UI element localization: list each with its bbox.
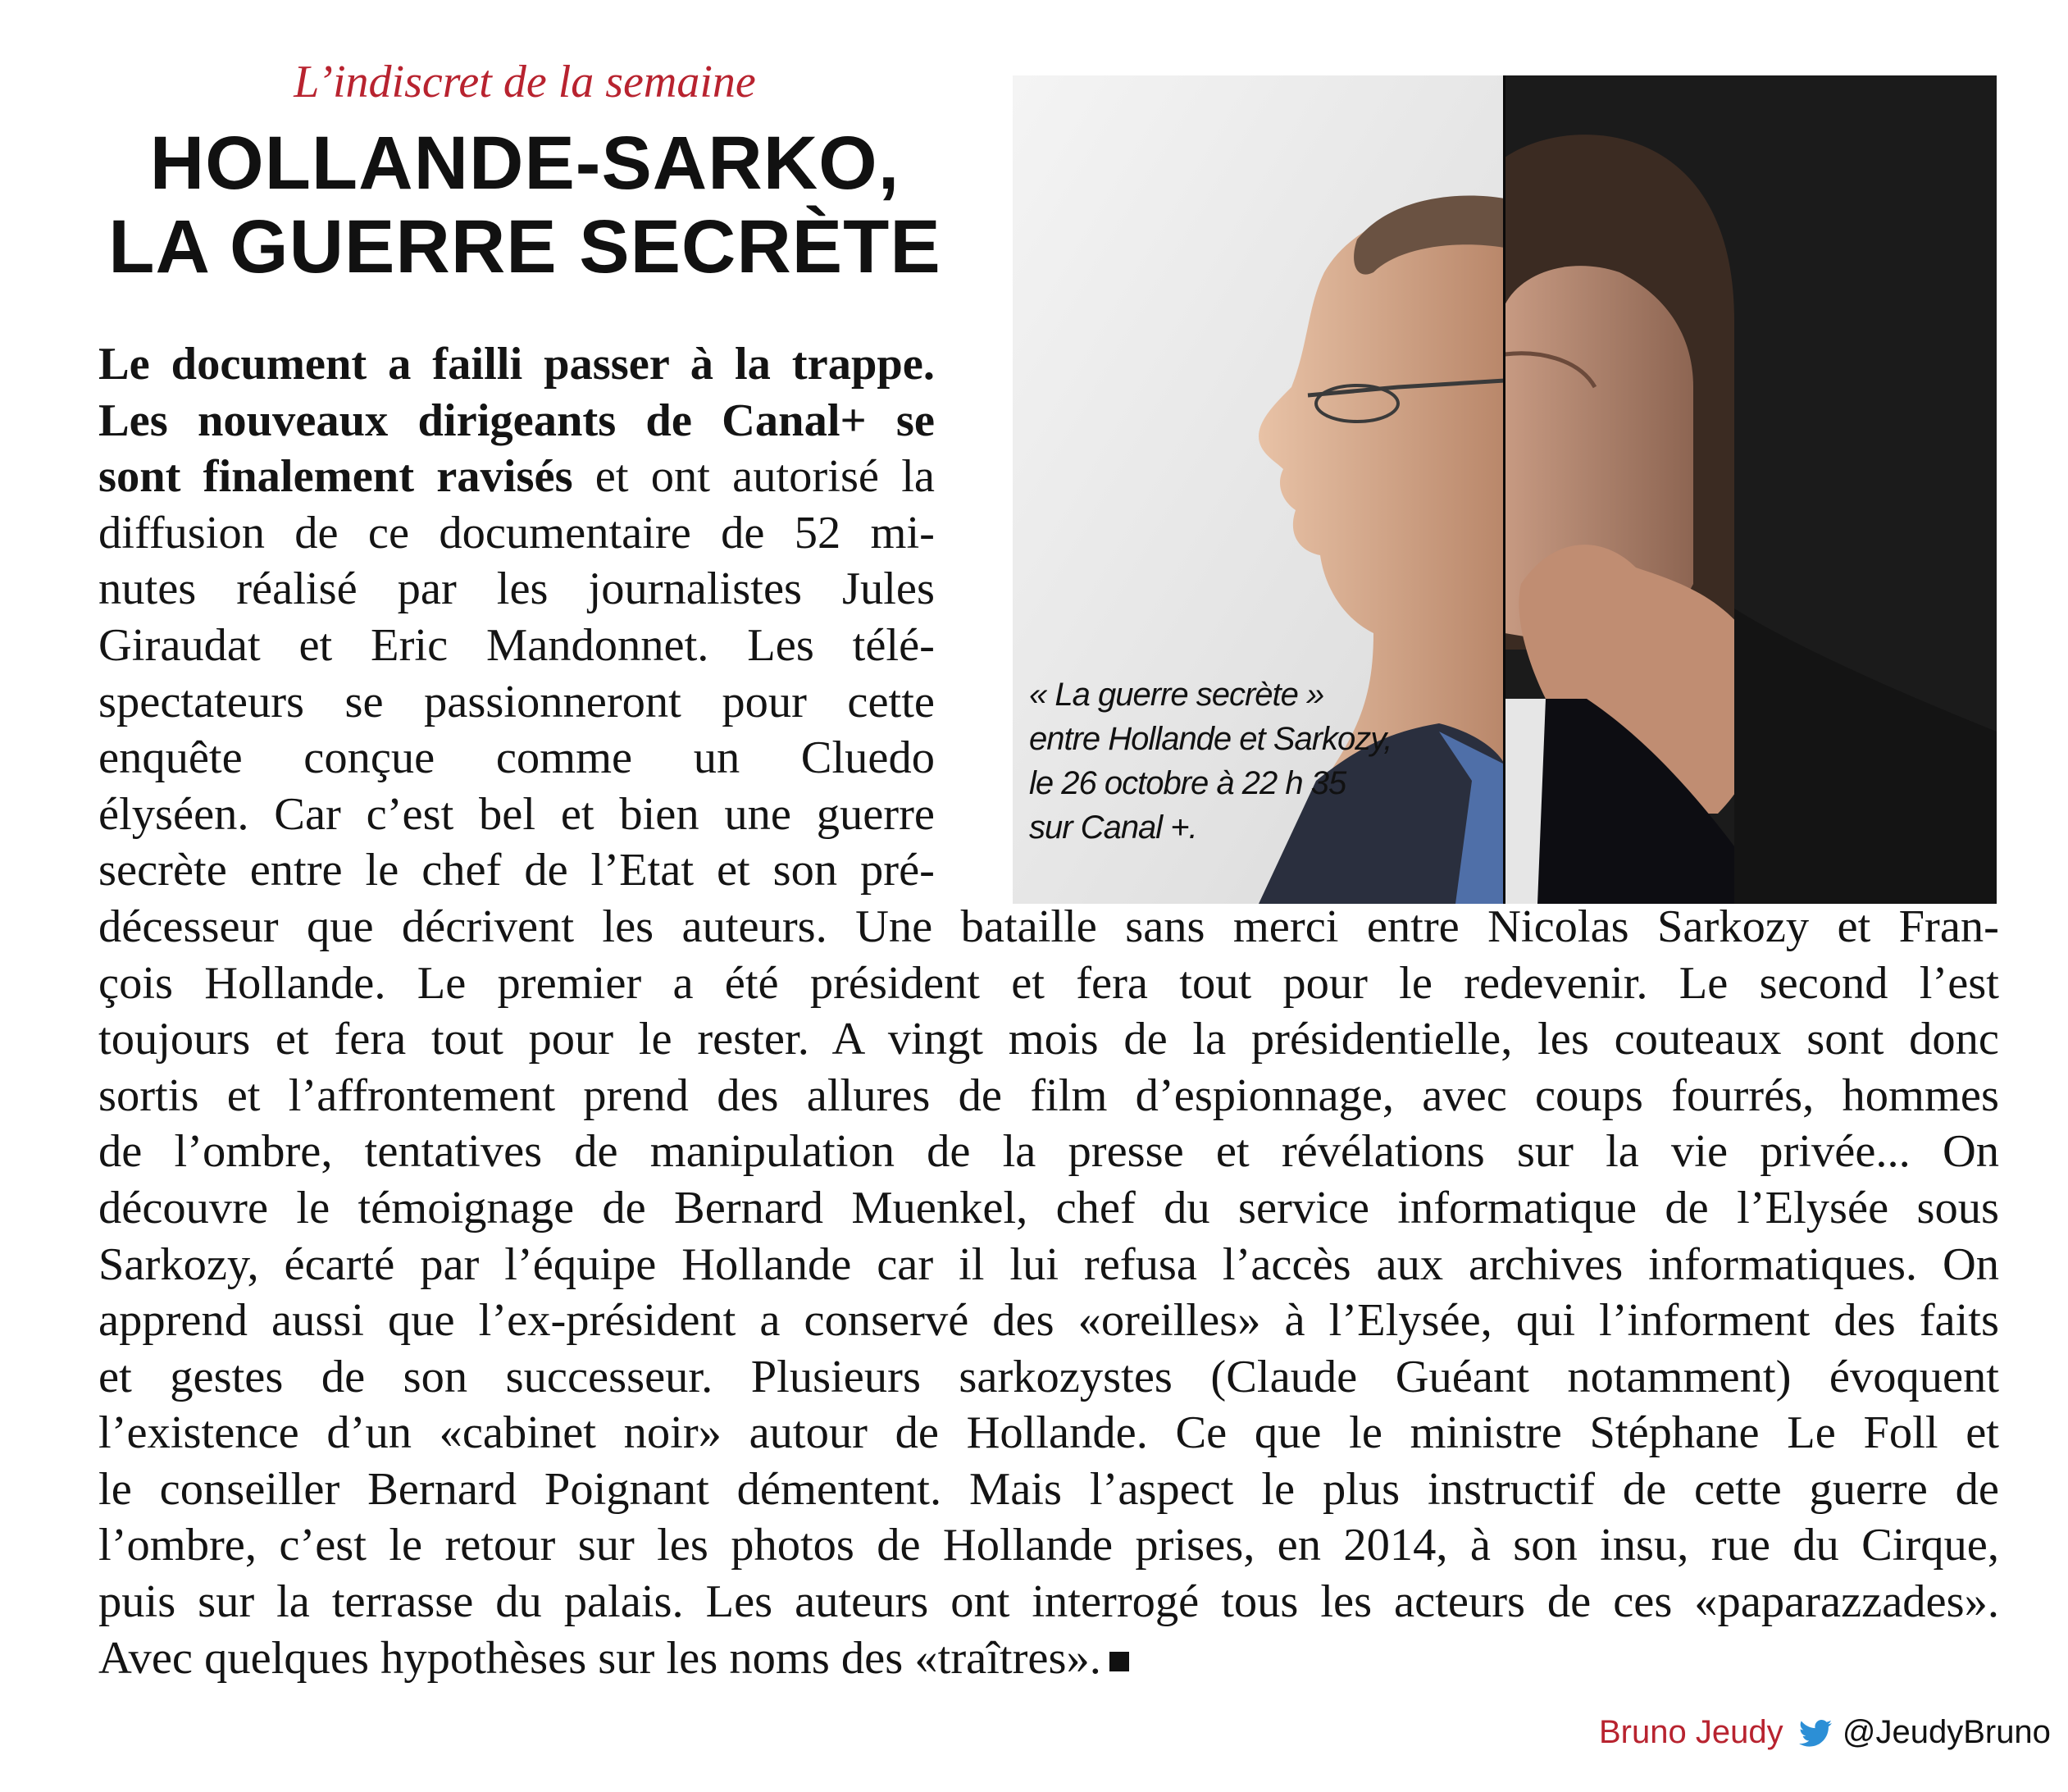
twitter-bird-icon	[1799, 1717, 1832, 1757]
end-of-article-mark	[1109, 1652, 1129, 1671]
article-last-line	[98, 1630, 1999, 1687]
article-line: diffusion de ce documentaire de 52 mi-	[98, 507, 935, 559]
twitter-handle: @JeudyBruno	[1842, 1714, 2051, 1750]
headline-line-2: LA GUERRE SECRÈTE	[108, 205, 941, 289]
article-line: découvre le témoignage de Bernard Muenkel, chef du service informatique de l’Elysée sous	[98, 1182, 1999, 1233]
author-name: Bruno Jeudy	[1599, 1714, 1783, 1750]
article-line: l’ombre, c’est le retour sur les photos de Hollande prises, en 2014, à son insu, rue du Cirque,	[98, 1520, 1999, 1571]
lead-bold-1: Le document a failli passer à la trappe.	[98, 339, 935, 390]
article-line: de l’ombre, tentatives de manipulation de la presse et révélations sur la vie privée... On	[98, 1126, 1999, 1178]
article-line: et gestes de son successeur. Plusieurs sarkozystes (Claude Guéant notamment) évoquent	[98, 1351, 1999, 1402]
article-line: l’existence d’un «cabinet noir» autour de Hollande. Ce que le ministre Stéphane Le Foll et	[98, 1407, 1999, 1459]
lead-bold-3: sont finalement ravisés	[98, 451, 573, 503]
caption-line-1: « La guerre secrète »	[1029, 677, 1324, 713]
article-line: enquête conçue comme un Cluedo	[98, 732, 935, 784]
caption-line-3: le 26 octobre à 22 h 35	[1029, 765, 1346, 801]
article-line: nutes réalisé par les journalistes Jules	[98, 563, 935, 615]
article-line	[98, 393, 935, 449]
caption-line-4: sur Canal +.	[1029, 809, 1197, 846]
article-line: le conseiller Bernard Poignant démentent. Mais l’aspect le plus instructif de cette guerre de	[98, 1463, 1999, 1515]
article-line: secrète entre le chef de l’Etat et son pré-	[98, 845, 935, 896]
byline	[1599, 1712, 2051, 1757]
article-body	[98, 336, 1999, 1686]
article-line: çois Hollande. Le premier a été président et fera tout pour le redevenir. Le second l’est	[98, 957, 1999, 1009]
article-line: décesseur que décrivent les auteurs. Une bataille sans merci entre Nicolas Sarkozy et Fran-	[98, 901, 1999, 952]
last-line-text: Avec quelques hypothèses sur les noms des «traîtres».	[98, 1632, 1101, 1684]
headline	[102, 121, 947, 289]
article-line: sortis et l’affrontement prend des allures de film d’espionnage, avec coups fourrés, hommes	[98, 1069, 1999, 1121]
article-line: Sarkozy, écarté par l’équipe Hollande car il lui refusa l’accès aux archives informatiques. On	[98, 1238, 1999, 1290]
article-line	[98, 336, 935, 393]
headline-line-1: HOLLANDE-SARKO,	[149, 121, 900, 205]
caption-line-2: entre Hollande et Sarkozy,	[1029, 721, 1392, 757]
article-line: élyséen. Car c’est bel et bien une guerre	[98, 788, 935, 840]
article-line: Giraudat et Eric Mandonnet. Les télé-	[98, 619, 935, 671]
article-line: toujours et fera tout pour le rester. A vingt mois de la présidentielle, les couteaux sont donc	[98, 1014, 1999, 1065]
section-kicker: L’indiscret de la semaine	[294, 57, 756, 107]
article-line: spectateurs se passionneront pour cette	[98, 676, 935, 727]
article-line: apprend aussi que l’ex-président a conservé des «oreilles» à l’Elysée, qui l’informent des faits	[98, 1295, 1999, 1347]
article-line: puis sur la terrasse du palais. Les auteurs ont interrogé tous les acteurs de ces «paparazzades».	[98, 1576, 1999, 1628]
lead-bold-2: Les nouveaux dirigeants de Canal+ se	[98, 394, 935, 446]
lead-rest-3: et ont autorisé la	[572, 451, 935, 503]
article-line	[98, 449, 935, 505]
